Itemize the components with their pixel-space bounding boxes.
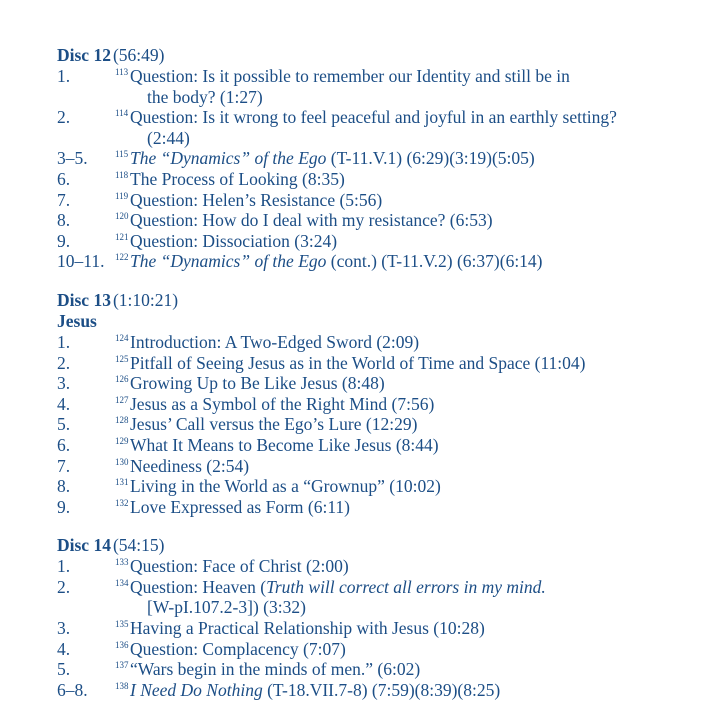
track-row bbox=[57, 456, 707, 477]
track-title: $^{128}$Jesus’ Call versus the Ego’s Lure (12:29) bbox=[115, 414, 418, 435]
track-number: 6–8. bbox=[57, 679, 88, 700]
track-item bbox=[57, 680, 707, 701]
track-number: 2. bbox=[57, 576, 71, 597]
title-text: (T-11.V.1) (6:29)(3:19)(5:05) bbox=[326, 148, 535, 169]
track-title: $^{129}$What It Means to Become Like Jesus (8:44) bbox=[115, 434, 439, 455]
title-text: Question: Face of Christ (2:00) bbox=[130, 556, 349, 577]
track-number: 9. bbox=[57, 496, 71, 517]
title-text: Jesus’ Call versus the Ego’s Lure (12:29) bbox=[130, 414, 418, 435]
track-row bbox=[57, 497, 707, 518]
track-title: $^{133}$Question: Face of Christ (2:00) bbox=[115, 556, 349, 577]
track-row bbox=[57, 107, 707, 128]
track-row bbox=[57, 148, 707, 169]
track-number: 10–11. bbox=[57, 251, 105, 272]
title-text: Question: How do I deal with my resistance? (6:53) bbox=[130, 210, 493, 231]
disc-duration: (54:15) bbox=[112, 535, 165, 556]
track-title-continuation: the body? (1:27) bbox=[147, 86, 263, 107]
track-item bbox=[57, 169, 707, 190]
track-item bbox=[57, 353, 707, 374]
track-row bbox=[57, 659, 707, 680]
title-text: What It Means to Become Like Jesus (8:44) bbox=[130, 434, 439, 455]
title-text: Growing Up to Be Like Jesus (8:48) bbox=[130, 373, 385, 394]
track-listing bbox=[57, 45, 707, 718]
track-title: $^{119}$ Question: Helen’s Resistance (5:56) bbox=[115, 189, 383, 210]
track-row bbox=[57, 66, 707, 87]
track-title: $^{135}$Having a Practical Relationship with Jesus (10:28) bbox=[115, 618, 485, 639]
track-number: 1. bbox=[57, 331, 71, 352]
title-text: Question: Complacency (7:07) bbox=[130, 638, 346, 659]
title-text: Question: Helen’s Resistance (5:56) bbox=[130, 189, 383, 210]
track-title: $^{118}$ The Process of Looking (8:35) bbox=[115, 168, 345, 189]
track-number: 4. bbox=[57, 638, 71, 659]
disc-block bbox=[57, 290, 707, 517]
track-item bbox=[57, 456, 707, 477]
disc-block bbox=[57, 45, 707, 272]
track-row bbox=[57, 353, 707, 374]
track-row bbox=[57, 577, 707, 598]
track-number: 8. bbox=[57, 476, 71, 497]
track-number: 7. bbox=[57, 189, 71, 210]
track-title: $^{115}$ The “Dynamics” of the Ego (T-11.V.1) (6:29)(3:19)(5:05) bbox=[115, 148, 535, 169]
track-row bbox=[57, 476, 707, 497]
track-item bbox=[57, 107, 707, 148]
track-row bbox=[57, 169, 707, 190]
title-text: Introduction: A Two-Edged Sword (2:09) bbox=[130, 331, 420, 352]
disc-duration: (56:49) bbox=[112, 45, 165, 65]
disc-heading bbox=[57, 45, 707, 66]
title-text: Having a Practical Relationship with Jesus (10:28) bbox=[130, 618, 485, 639]
track-item bbox=[57, 659, 707, 680]
track-title: $^{138}$I Need Do Nothing (T-18.VII.7-8) (7:59)(8:39)(8:25) bbox=[115, 679, 501, 700]
track-item bbox=[57, 251, 707, 272]
track-item bbox=[57, 373, 707, 394]
italic-title: Truth will correct all errors in my mind. bbox=[266, 576, 546, 597]
track-title: $^{113}$ Question: Is it possible to remember our Identity and still be in bbox=[115, 66, 570, 86]
track-number: 3–5. bbox=[57, 148, 88, 169]
track-title: $^{130}$Neediness (2:54) bbox=[115, 455, 250, 476]
title-text: Love Expressed as Form (6:11) bbox=[130, 496, 350, 517]
track-number: 2. bbox=[57, 107, 71, 128]
track-number: 1. bbox=[57, 66, 71, 86]
track-title: $^{137}$“Wars begin in the minds of men.” (6:02) bbox=[115, 659, 421, 680]
track-row bbox=[57, 231, 707, 252]
track-title: $^{125}$Pitfall of Seeing Jesus as in the World of Time and Space (11:04) bbox=[115, 352, 586, 373]
title-text: Living in the World as a “Grownup” (10:02) bbox=[130, 476, 441, 497]
track-number: 6. bbox=[57, 168, 71, 189]
track-item bbox=[57, 394, 707, 415]
track-row bbox=[57, 435, 707, 456]
disc-label: Disc 12 bbox=[57, 45, 111, 65]
track-item bbox=[57, 414, 707, 435]
disc-label: Disc 14 bbox=[57, 535, 111, 556]
track-title: $^{136}$Question: Complacency (7:07) bbox=[115, 638, 346, 659]
track-row bbox=[57, 414, 707, 435]
track-number: 2. bbox=[57, 352, 71, 373]
italic-title: I Need Do Nothing bbox=[130, 679, 263, 700]
track-number: 6. bbox=[57, 434, 71, 455]
disc-heading bbox=[57, 290, 707, 311]
track-row bbox=[57, 251, 707, 272]
track-number: 8. bbox=[57, 210, 71, 231]
title-text: Question: Is it possible to remember our Identity and still be in bbox=[130, 66, 570, 86]
track-title: $^{124}$Introduction: A Two-Edged Sword (2:09) bbox=[115, 331, 420, 352]
track-item bbox=[57, 639, 707, 660]
track-title-continuation: (2:44) bbox=[147, 127, 190, 148]
disc-label: Disc 13 bbox=[57, 289, 111, 310]
track-title: $^{134}$Question: Heaven (Truth will correct all errors in my mind. bbox=[115, 576, 546, 597]
track-number: 3. bbox=[57, 618, 71, 639]
track-title: $^{114}$ Question: Is it wrong to feel peaceful and joyful in an earthly setting? bbox=[115, 107, 617, 128]
track-number: 1. bbox=[57, 556, 71, 577]
track-item bbox=[57, 577, 707, 618]
title-text: “Wars begin in the minds of men.” (6:02) bbox=[130, 659, 421, 680]
track-item bbox=[57, 148, 707, 169]
track-title: $^{131}$Living in the World as a “Grownup” (10:02) bbox=[115, 476, 441, 497]
track-title: $^{132}$Love Expressed as Form (6:11) bbox=[115, 496, 350, 517]
disc-duration: (1:10:21) bbox=[112, 289, 179, 310]
track-row bbox=[57, 373, 707, 394]
track-row bbox=[57, 210, 707, 231]
track-row bbox=[57, 618, 707, 639]
track-title: $^{122}$The “Dynamics” of the Ego (cont.) (T-11.V.2) (6:37)(6:14) bbox=[115, 251, 543, 272]
italic-title: The “Dynamics” of the Ego bbox=[130, 148, 327, 169]
track-row bbox=[57, 190, 707, 211]
track-row bbox=[57, 556, 707, 577]
track-item bbox=[57, 497, 707, 518]
track-title-continuation: [W-pI.107.2-3]) (3:32) bbox=[147, 597, 306, 618]
disc-heading bbox=[57, 535, 707, 556]
italic-title: The “Dynamics” of the Ego bbox=[130, 251, 327, 272]
track-title: $^{121}$Question: Dissociation (3:24) bbox=[115, 230, 338, 251]
track-row bbox=[57, 332, 707, 353]
track-item bbox=[57, 618, 707, 639]
track-number: 4. bbox=[57, 393, 71, 414]
track-row bbox=[57, 639, 707, 660]
title-text: The Process of Looking (8:35) bbox=[130, 168, 345, 189]
disc-block bbox=[57, 535, 707, 700]
section-heading: Jesus bbox=[57, 310, 97, 331]
track-item bbox=[57, 332, 707, 353]
title-text: Pitfall of Seeing Jesus as in the World of Time and Space (11:04) bbox=[130, 352, 586, 373]
track-item bbox=[57, 231, 707, 252]
track-item bbox=[57, 476, 707, 497]
title-text: (T-18.VII.7-8) (7:59)(8:39)(8:25) bbox=[262, 679, 501, 700]
track-item bbox=[57, 66, 707, 107]
track-item bbox=[57, 190, 707, 211]
track-number: 9. bbox=[57, 230, 71, 251]
track-number: 3. bbox=[57, 373, 71, 394]
track-number: 5. bbox=[57, 414, 71, 435]
title-text: Question: Dissociation (3:24) bbox=[130, 230, 338, 251]
track-title: $^{120}$Question: How do I deal with my resistance? (6:53) bbox=[115, 210, 493, 231]
track-item bbox=[57, 556, 707, 577]
track-title: $^{126}$Growing Up to Be Like Jesus (8:48) bbox=[115, 373, 385, 394]
title-text: Jesus as a Symbol of the Right Mind (7:56) bbox=[130, 393, 435, 414]
track-number: 7. bbox=[57, 455, 71, 476]
title-text: Neediness (2:54) bbox=[130, 455, 250, 476]
track-title: $^{127}$Jesus as a Symbol of the Right Mind (7:56) bbox=[115, 393, 435, 414]
title-text: (cont.) (T-11.V.2) (6:37)(6:14) bbox=[326, 251, 543, 272]
title-text: Question: Heaven ( bbox=[130, 576, 267, 597]
track-item bbox=[57, 210, 707, 231]
track-row bbox=[57, 394, 707, 415]
track-item bbox=[57, 435, 707, 456]
title-text: Question: Is it wrong to feel peaceful and joyful in an earthly setting? bbox=[130, 107, 617, 128]
track-number: 5. bbox=[57, 659, 71, 680]
track-row bbox=[57, 680, 707, 701]
